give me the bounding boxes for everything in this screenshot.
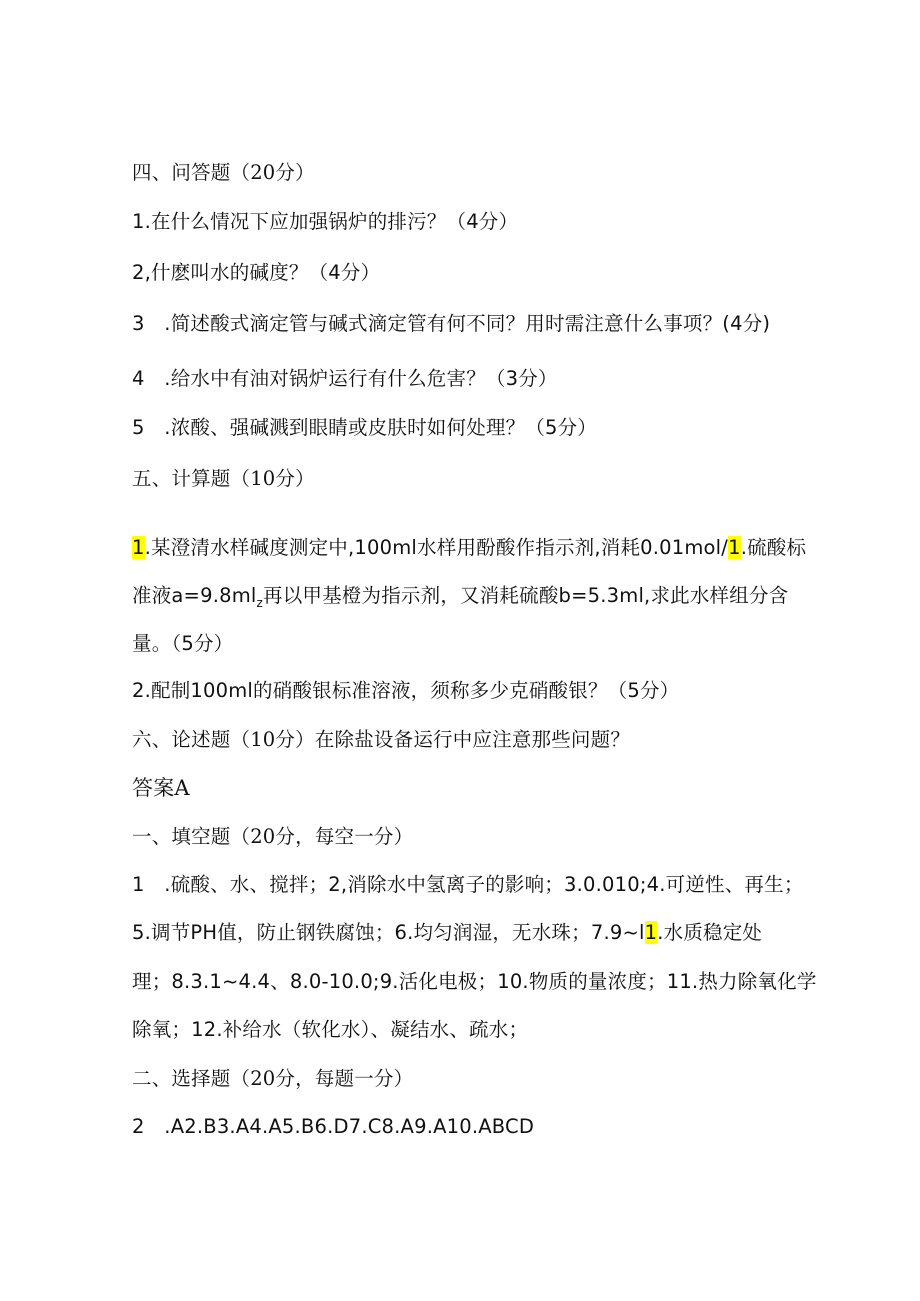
question-5-1-text-c: 准液a=9.8ml bbox=[132, 584, 257, 607]
question-4-4: 4 .给水中有油对锅炉运行有什么危害？（3分） bbox=[132, 367, 558, 390]
answer-1-line-4: 除氧；12.补给水（软化水）、凝结水、疏水； bbox=[132, 1018, 529, 1041]
section-5-title: 五、计算题（10分） bbox=[132, 467, 315, 490]
highlight-mark: 1 bbox=[728, 536, 741, 559]
section-6-title: 六、论述题（10分）在除盐设备运行中应注意那些问题？ bbox=[132, 728, 631, 751]
question-5-1-text-b: .硫酸标 bbox=[740, 536, 807, 559]
answer-2-title: 二、选择题（20分，每题一分） bbox=[132, 1067, 414, 1090]
question-4-5: 5 .浓酸、强碱溅到眼睛或皮肤时如何处理？（5分） bbox=[132, 416, 598, 439]
answer-1-line-3: 理；8.3.1~4.4、8.0-10.0;9.活化电极；10.物质的量浓度；11.热力除氧化学 bbox=[132, 970, 817, 993]
question-4-2: 2,什麽叫水的碱度？（4分） bbox=[132, 261, 381, 284]
question-5-1-text-a: .某澄清水样碱度测定中,100ml水样用酚酸作指示剂,消耗0.01mol/ bbox=[144, 536, 729, 559]
answer-1-line-2-text-a: 5.调节PH值，防止钢铁腐蚀；6.均匀润湿，无水珠；7.9~l bbox=[132, 921, 645, 944]
question-4-3: 3 .简述酸式滴定管与碱式滴定管有何不同？用时需注意什么事项？(4分) bbox=[132, 312, 771, 335]
section-4-title: 四、问答题（20分） bbox=[132, 161, 315, 184]
answer-1-line-1: 1 .硫酸、水、搅拌；2,消除水中氢离子的影响；3.0.010;4.可逆性、再生； bbox=[132, 873, 804, 896]
highlight-mark: 1 bbox=[644, 921, 658, 944]
question-5-2: 2.配制100ml的硝酸银标准溶液，须称多少克硝酸银？（5分） bbox=[132, 679, 680, 702]
answer-1-line-2 bbox=[132, 918, 762, 948]
highlight-mark: 1 bbox=[132, 536, 145, 559]
question-4-1: 1.在什么情况下应加强锅炉的排污？（4分） bbox=[132, 210, 519, 233]
question-5-1-subscript: z bbox=[256, 595, 264, 610]
answer-2-line-1: 2 .A2.B3.A4.A5.B6.D7.C8.A9.A10.ABCD bbox=[132, 1115, 535, 1138]
question-5-1-line-3: 量。（5分） bbox=[132, 632, 234, 655]
question-5-1-line-2 bbox=[132, 581, 788, 618]
question-5-1-line-1 bbox=[132, 533, 806, 563]
question-5-1-text-d: 再以甲基橙为指示剂，又消耗硫酸b=5.3ml,求此水样组分含 bbox=[263, 584, 789, 607]
answer-1-line-2-text-b: .水质稳定处 bbox=[657, 921, 763, 944]
answer-1-title: 一、填空题（20分，每空一分） bbox=[132, 825, 414, 848]
answer-title: 答案A bbox=[132, 776, 190, 800]
